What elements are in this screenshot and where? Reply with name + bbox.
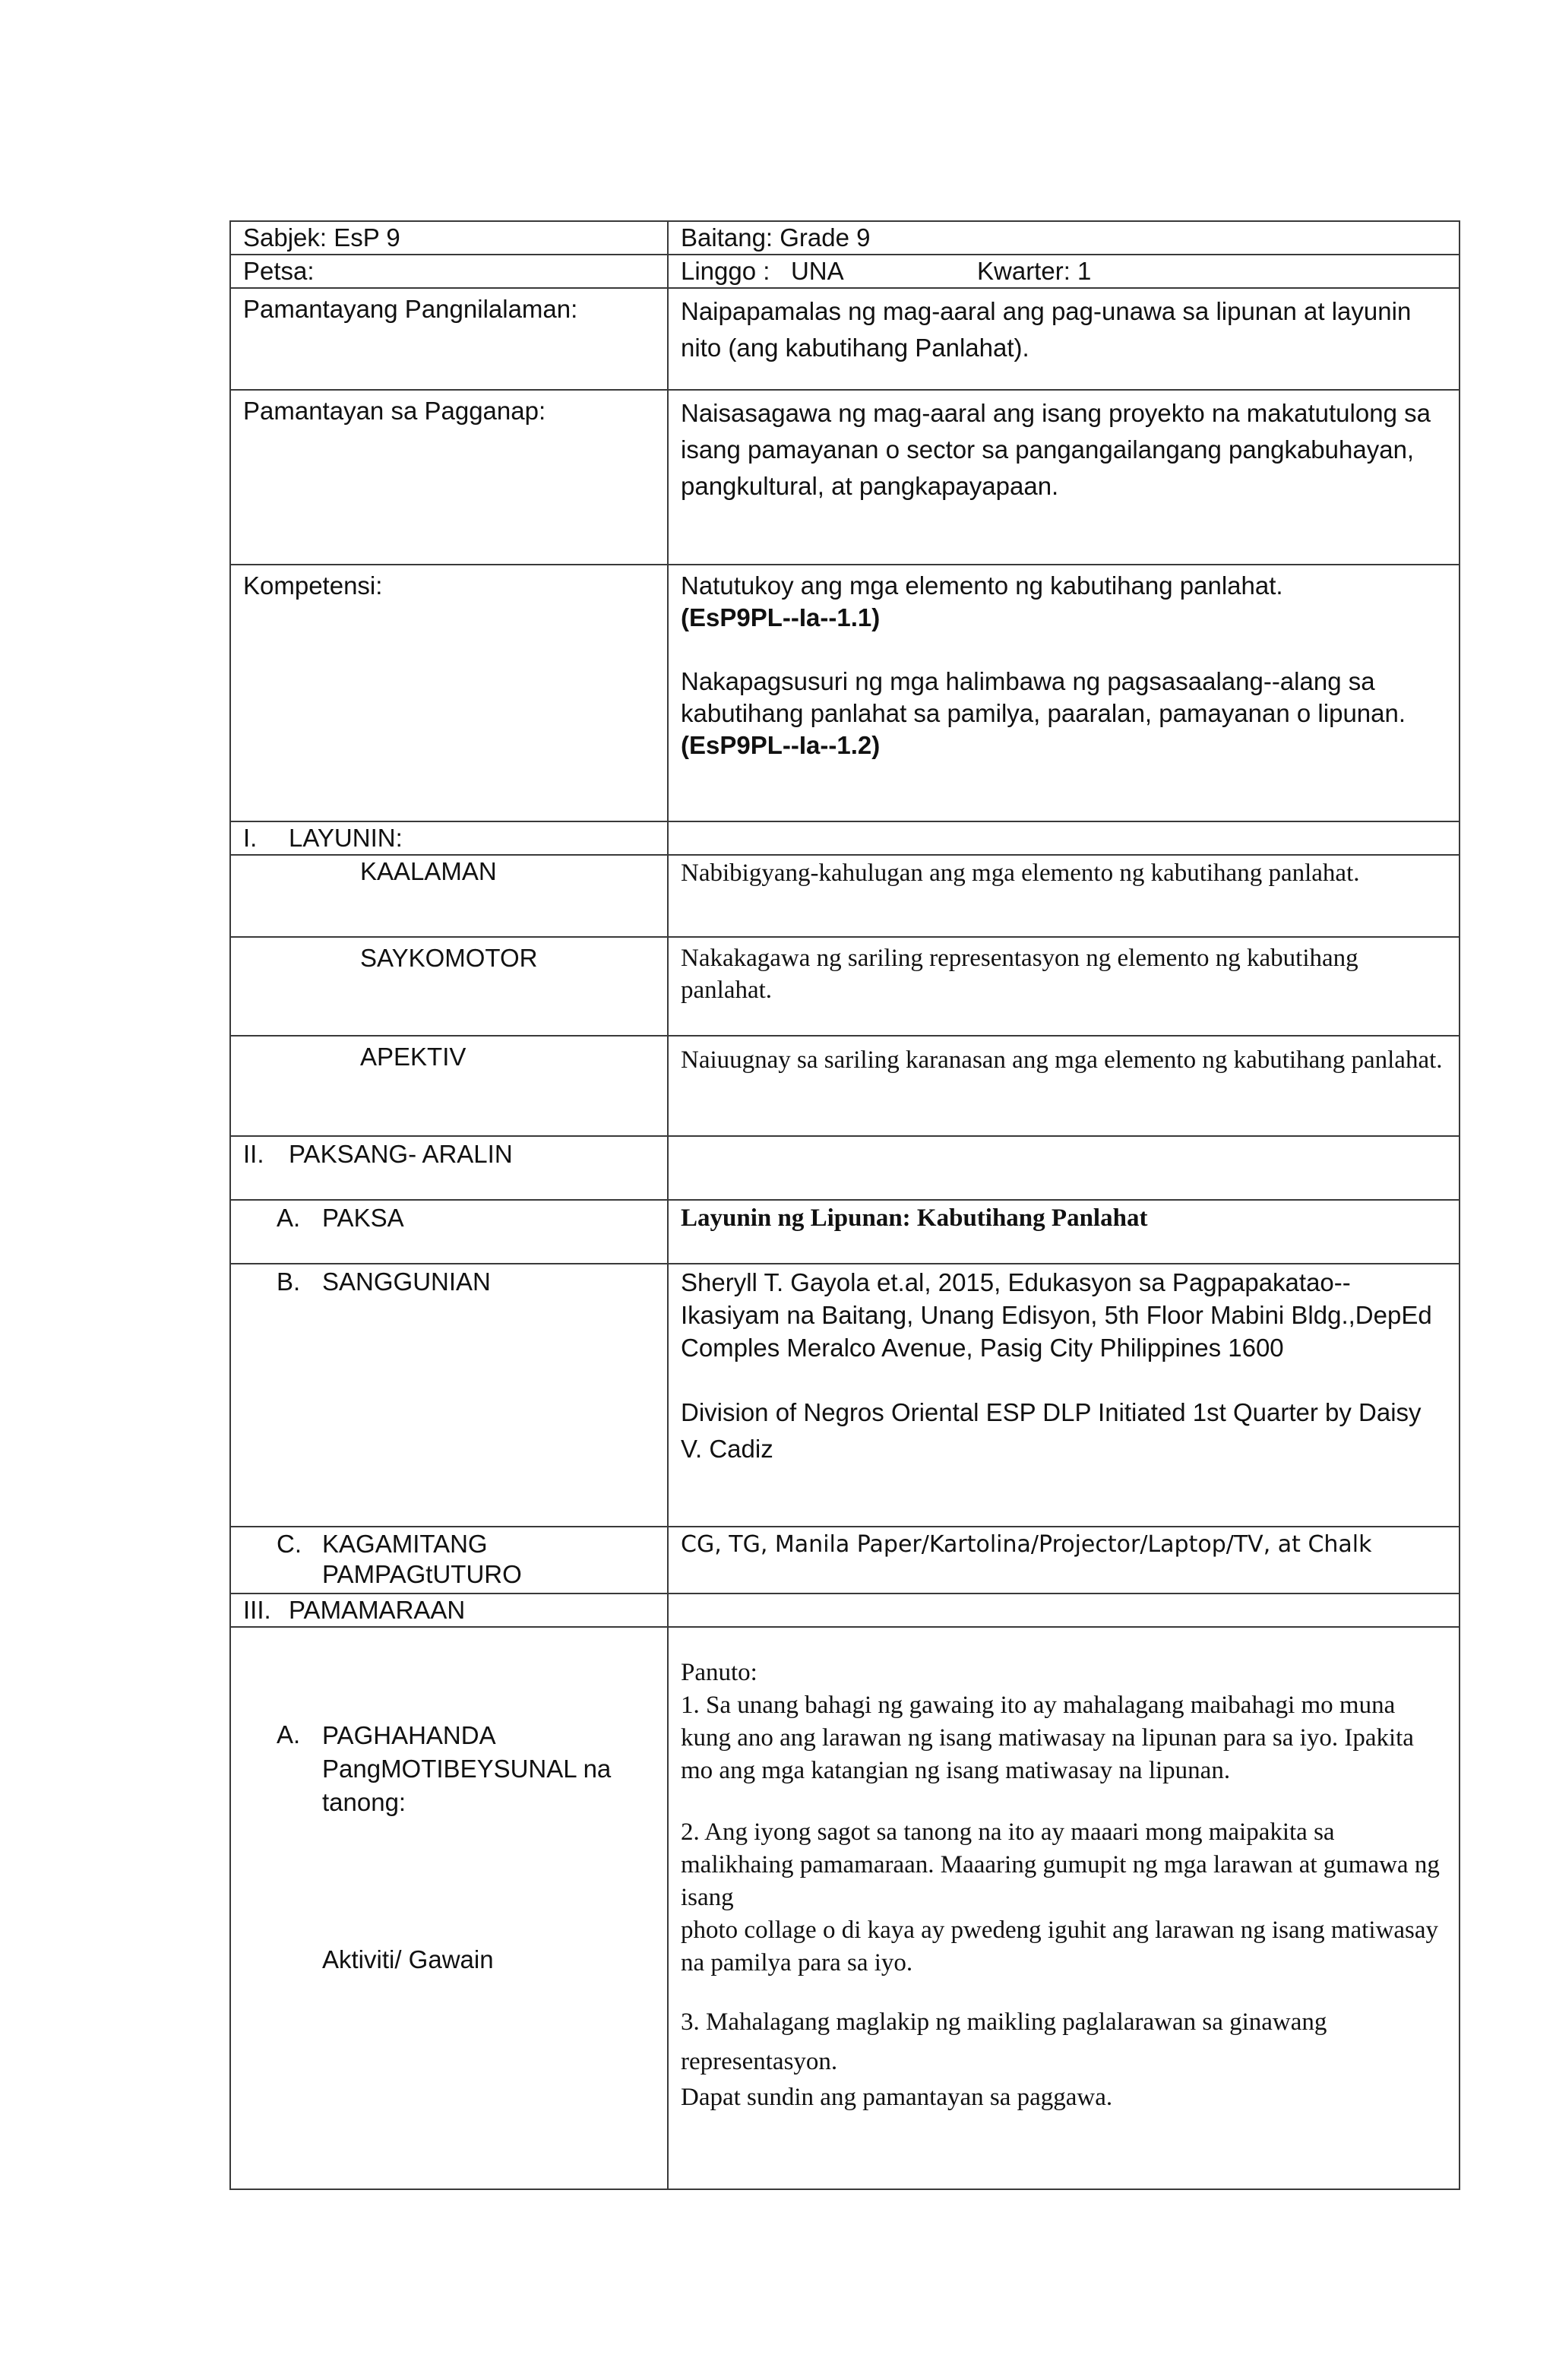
header-row-subject	[230, 221, 1460, 255]
preparation-label: PAGHAHANDA PangMOTIBEYSUNAL na tanong:	[322, 1721, 612, 1816]
header-row-date	[230, 255, 1460, 288]
competency-item-2: Nakapagsusuri ng mga halimbawa ng pagsasaalang--alang sa kabutihang panlahat sa pamilya, paaralan, pamayanan o lipunan.	[681, 667, 1406, 727]
preparation-marker: A.	[277, 1720, 301, 1749]
materials-text: CG, TG, Manila Paper/Kartolina/Projector/Laptop/TV, at Chalk	[668, 1527, 1460, 1594]
topic-text: Layunin ng Lipunan: Kabutihang Panlahat	[668, 1200, 1460, 1264]
date-cell: Petsa:	[230, 255, 668, 288]
procedure-heading-row	[230, 1594, 1460, 1627]
instruction-step-3-note: Dapat sundin ang pamantayan sa paggawa.	[681, 2084, 1113, 2111]
procedure-label: PAMAMARAAN	[289, 1596, 466, 1624]
reference-label-cell	[230, 1264, 668, 1527]
objectives-heading-empty	[668, 821, 1460, 855]
reference-label: SANGGUNIAN	[322, 1268, 491, 1296]
subject-matter-label: PAKSANG- ARALIN	[289, 1140, 513, 1168]
materials-label: KAGAMITANG PAMPAGtUTURO	[322, 1530, 522, 1588]
content-standard-label: Pamantayang Pangnilalaman:	[230, 288, 668, 390]
competency-cell	[668, 565, 1460, 821]
psychomotor-row	[230, 937, 1460, 1036]
knowledge-row	[230, 855, 1460, 937]
instructions-cell	[668, 1627, 1460, 2189]
competency-row	[230, 565, 1460, 821]
objectives-heading	[230, 821, 668, 855]
instruction-step-2a: 2. Ang iyong sagot sa tanong na ito ay maaari mong maipakita sa malikhaing pamamaraan. Maaaring gumupit ng mga larawan at gumawa ng isang	[681, 1818, 1440, 1911]
materials-label-cell	[230, 1527, 668, 1594]
reference-text-2: Division of Negros Oriental ESP DLP Initiated 1st Quarter by Daisy V. Cadiz	[681, 1398, 1422, 1463]
week-text: Linggo : UNA	[681, 257, 844, 285]
reference-text-1: Sheryll T. Gayola et.al, 2015, Edukasyon sa Pagpapakatao--Ikasiyam na Baitang, Unang Edisyon, 5th Floor Mabini Bldg.,DepEd Comples Meralco Avenue, Pasig City Philippines 1600	[681, 1268, 1432, 1362]
materials-row	[230, 1527, 1460, 1594]
grade-cell: Baitang: Grade 9	[668, 221, 1460, 255]
subject-matter-heading-row	[230, 1136, 1460, 1200]
preparation-label-cell	[230, 1627, 668, 2189]
topic-label: PAKSA	[322, 1204, 404, 1232]
competency-label: Kompetensi:	[230, 565, 668, 821]
activity-label: Aktiviti/ Gawain	[322, 1945, 494, 1973]
performance-standard-label: Pamantayan sa Pagganap:	[230, 390, 668, 565]
competency-code-1: (EsP9PL--Ia--1.1)	[681, 603, 881, 631]
subject-matter-marker: II.	[243, 1140, 264, 1168]
preparation-row	[230, 1627, 1460, 2189]
reference-marker: B.	[277, 1268, 301, 1296]
psychomotor-text: Nakakagawa ng sariling representasyon ng elemento ng kabutihang panlahat.	[668, 937, 1460, 1036]
subject-cell: Sabjek: EsP 9	[230, 221, 668, 255]
procedure-heading-empty	[668, 1594, 1460, 1627]
materials-marker: C.	[277, 1530, 302, 1558]
instruction-step-3: 3. Mahalagang maglakip ng maikling paglalarawan sa ginawang representasyon.	[681, 2008, 1327, 2075]
lesson-plan-table	[229, 220, 1460, 2190]
instruction-step-1: 1. Sa unang bahagi ng gawaing ito ay mahalagang maibahagi mo muna kung ano ang larawan ng isang matiwasay na lipunan para sa iyo. Ipakita mo ang mga katangian ng isang matiwasay na lipunan.	[681, 1692, 1414, 1784]
instructions-title: Panuto:	[681, 1659, 757, 1686]
competency-code-2: (EsP9PL--Ia--1.2)	[681, 731, 881, 759]
topic-marker: A.	[277, 1204, 301, 1232]
reference-row	[230, 1264, 1460, 1527]
objectives-heading-row	[230, 821, 1460, 855]
content-standard-row	[230, 288, 1460, 390]
psychomotor-label: SAYKOMOTOR	[230, 937, 668, 1036]
subject-matter-heading-empty	[668, 1136, 1460, 1200]
knowledge-label: KAALAMAN	[230, 855, 668, 937]
affective-label: APEKTIV	[230, 1036, 668, 1136]
knowledge-text: Nabibigyang-kahulugan ang mga elemento ng kabutihang panlahat.	[668, 855, 1460, 937]
topic-row	[230, 1200, 1460, 1264]
subject-matter-heading	[230, 1136, 668, 1200]
procedure-marker: III.	[243, 1596, 271, 1624]
content-standard-text: Naipapamalas ng mag-aaral ang pag-unawa sa lipunan at layunin nito (ang kabutihang Panlahat).	[668, 288, 1460, 390]
objectives-label: LAYUNIN:	[289, 824, 403, 852]
performance-standard-text: Naisasagawa ng mag-aaral ang isang proyekto na makatutulong sa isang pamayanan o sector sa pangangailangang pangkabuhayan, pangkultural, at pangkapayapaan.	[668, 390, 1460, 565]
reference-cell	[668, 1264, 1460, 1527]
procedure-heading	[230, 1594, 668, 1627]
topic-label-cell	[230, 1200, 668, 1264]
objectives-marker: I.	[243, 824, 258, 852]
week-quarter-cell	[668, 255, 1460, 288]
instruction-step-2b: photo collage o di kaya ay pwedeng iguhit ang larawan ng isang matiwasay na pamilya para sa iyo.	[681, 1916, 1439, 1976]
quarter-text: Kwarter: 1	[977, 257, 1092, 285]
performance-standard-row	[230, 390, 1460, 565]
affective-text: Naiuugnay sa sariling karanasan ang mga elemento ng kabutihang panlahat.	[668, 1036, 1460, 1136]
affective-row	[230, 1036, 1460, 1136]
competency-item-1: Natutukoy ang mga elemento ng kabutihang panlahat.	[681, 571, 1283, 600]
